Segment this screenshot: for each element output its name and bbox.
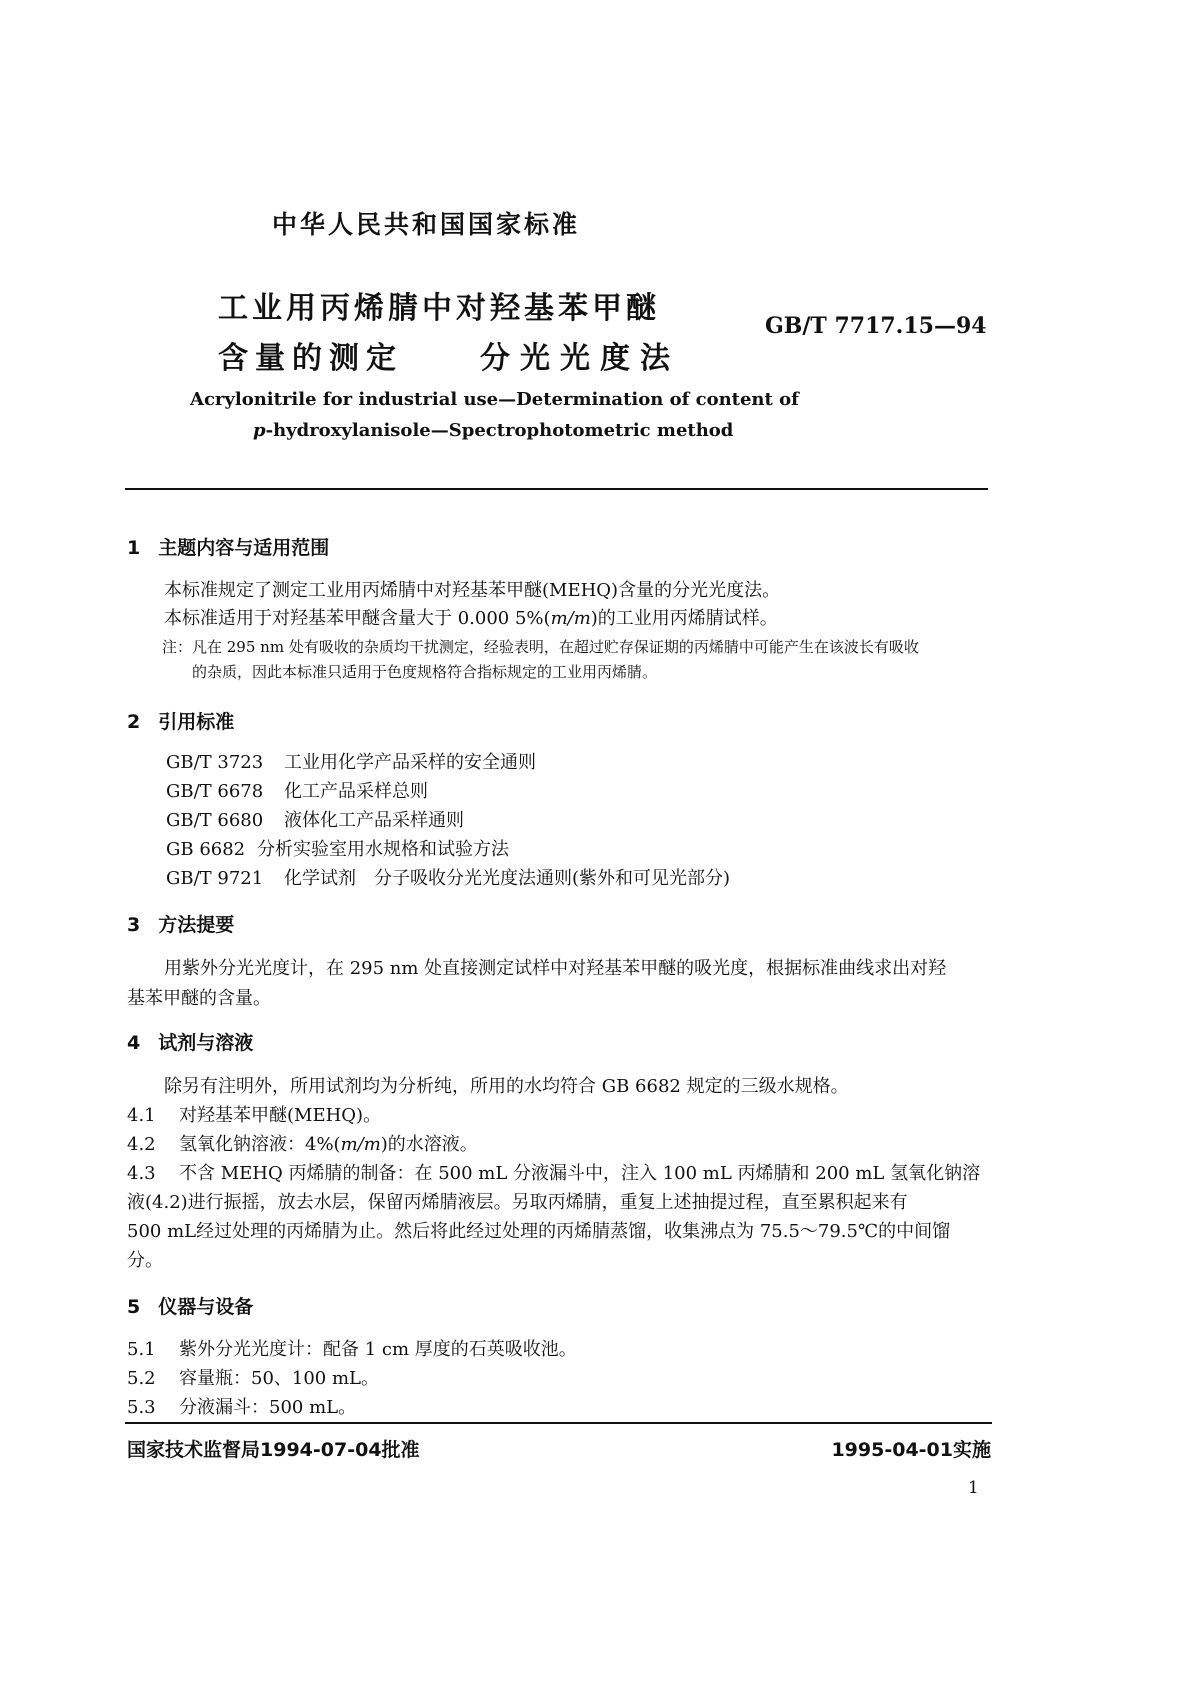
section4-item2 bbox=[127, 1130, 478, 1156]
document-title-line1: 工业用丙烯腈中对羟基苯甲醚 bbox=[218, 291, 660, 326]
footer-divider bbox=[125, 1422, 992, 1424]
english-title-line1: Acrylonitrile for industrial use—Determination of content of bbox=[190, 389, 799, 410]
implementation-date: 1995-04-01实施 bbox=[831, 1439, 991, 1461]
section4-item2-text-a: 氢氧化钠溶液：4%( bbox=[179, 1134, 341, 1155]
section3-title: 方法提要 bbox=[158, 914, 235, 936]
section1-para2 bbox=[164, 604, 778, 630]
section4-item3-line1 bbox=[127, 1159, 980, 1185]
section2-title: 引用标准 bbox=[158, 711, 235, 733]
section4-intro: 除另有注明外，所用试剂均为分析纯，所用的水均符合 GB 6682 规定的三级水规格。 bbox=[164, 1076, 849, 1097]
standard-type: 中华人民共和国国家标准 bbox=[272, 210, 581, 239]
section4-item3-line2: 液(4.2)进行振摇，放去水层，保留丙烯腈液层。另取丙烯腈，重复上述抽提过程，直至累积起来有 bbox=[127, 1192, 908, 1213]
section5-item-num: 5.1 bbox=[127, 1339, 156, 1360]
section2-number: 2 bbox=[127, 711, 141, 733]
document-title-line2b: 分光光度法 bbox=[480, 341, 680, 376]
english-title-line2 bbox=[253, 420, 733, 441]
reference-title: 化学试剂 分子吸收分光光度法通则(紫外和可见光部分) bbox=[284, 868, 731, 889]
page-number: 1 bbox=[968, 1478, 979, 1498]
reference-code: GB/T 6680 bbox=[166, 810, 264, 831]
document-title-line2a: 含量的测定 bbox=[218, 341, 403, 376]
reference-title: 液体化工产品采样通则 bbox=[284, 810, 464, 831]
section4-item1-text: 对羟基苯甲醚(MEHQ)。 bbox=[179, 1105, 382, 1126]
reference-item bbox=[166, 748, 536, 774]
section4-number: 4 bbox=[127, 1032, 141, 1054]
header-divider bbox=[125, 488, 988, 490]
approval-line: 国家技术监督局1994-07-04批准 bbox=[127, 1439, 420, 1461]
section1-note-line1: 注：凡在 295 nm 处有吸收的杂质均干扰测定，经验表明，在超过贮存保证期的丙烯腈中可能产生在该波长有吸收 bbox=[162, 638, 919, 656]
section3-para-line1: 用紫外分光光度计，在 295 nm 处直接测定试样中对羟基苯甲醚的吸光度，根据标准曲线求出对羟 bbox=[164, 958, 947, 979]
section5-item-text: 紫外分光光度计：配备 1 cm 厚度的石英吸收池。 bbox=[179, 1339, 577, 1360]
reference-item bbox=[166, 777, 428, 803]
section4-item2-text-b: )的水溶液。 bbox=[380, 1134, 478, 1155]
reference-title: 工业用化学产品采样的安全通则 bbox=[284, 752, 536, 773]
section4-item1-num: 4.1 bbox=[127, 1105, 156, 1126]
section4-item3-num: 4.3 bbox=[127, 1163, 156, 1184]
section1-heading bbox=[127, 533, 329, 560]
section5-title: 仪器与设备 bbox=[158, 1296, 254, 1318]
section5-item-num: 5.2 bbox=[127, 1368, 156, 1389]
section1-para2-b: )的工业用丙烯腈试样。 bbox=[590, 608, 778, 629]
section1-para2-a: 本标准适用于对羟基苯甲醚含量大于 0.000 5%( bbox=[164, 608, 551, 629]
section4-heading bbox=[127, 1028, 253, 1055]
section4-item3-text: 不含 MEHQ 丙烯腈的制备：在 500 mL 分液漏斗中，注入 100 mL 丙烯腈和 200 mL 氢氧化钠溶 bbox=[179, 1163, 981, 1184]
section4-item3-line3: 500 mL经过处理的丙烯腈为止。然后将此经过处理的丙烯腈蒸馏，收集沸点为 75.5～79.5℃的中间馏 bbox=[127, 1221, 951, 1242]
section1-para1: 本标准规定了测定工业用丙烯腈中对羟基苯甲醚(MEHQ)含量的分光光度法。 bbox=[164, 580, 781, 601]
section1-title: 主题内容与适用范围 bbox=[158, 537, 330, 559]
section1-number: 1 bbox=[127, 537, 141, 559]
reference-code: GB/T 3723 bbox=[166, 752, 264, 773]
section3-para-line2: 基苯甲醚的含量。 bbox=[127, 988, 271, 1009]
reference-code: GB/T 9721 bbox=[166, 868, 264, 889]
section5-number: 5 bbox=[127, 1296, 141, 1318]
reference-item bbox=[166, 835, 509, 861]
section4-title: 试剂与溶液 bbox=[158, 1032, 254, 1054]
section5-heading bbox=[127, 1292, 253, 1319]
section4-item3-line4: 分。 bbox=[127, 1250, 163, 1271]
section1-note-line2: 的杂质，因此本标准只适用于色度规格符合指标规定的工业用丙烯腈。 bbox=[192, 663, 658, 681]
reference-item bbox=[166, 864, 730, 890]
section4-item2-unit: m/m bbox=[340, 1134, 381, 1155]
reference-title: 化工产品采样总则 bbox=[284, 781, 428, 802]
section5-item-text: 分液漏斗：500 mL。 bbox=[179, 1397, 357, 1418]
section5-item bbox=[127, 1364, 379, 1390]
reference-title: 分析实验室用水规格和试验方法 bbox=[257, 839, 509, 860]
english-title-prefix: p bbox=[253, 420, 266, 441]
section4-item2-num: 4.2 bbox=[127, 1134, 156, 1155]
section5-item-num: 5.3 bbox=[127, 1397, 156, 1418]
standard-code: GB/T 7717.15—94 bbox=[765, 313, 987, 339]
reference-code: GB/T 6678 bbox=[166, 781, 264, 802]
reference-code: GB 6682 bbox=[166, 839, 246, 860]
section4-item1 bbox=[127, 1101, 381, 1127]
section5-item bbox=[127, 1393, 356, 1419]
section2-heading bbox=[127, 707, 234, 734]
english-title-rest: -hydroxylanisole—Spectrophotometric method bbox=[265, 420, 734, 441]
reference-item bbox=[166, 806, 464, 832]
section3-heading bbox=[127, 910, 234, 937]
section5-item-text: 容量瓶：50、100 mL。 bbox=[179, 1368, 380, 1389]
section5-item bbox=[127, 1335, 577, 1361]
section1-para2-unit: m/m bbox=[550, 608, 591, 629]
section3-number: 3 bbox=[127, 914, 141, 936]
